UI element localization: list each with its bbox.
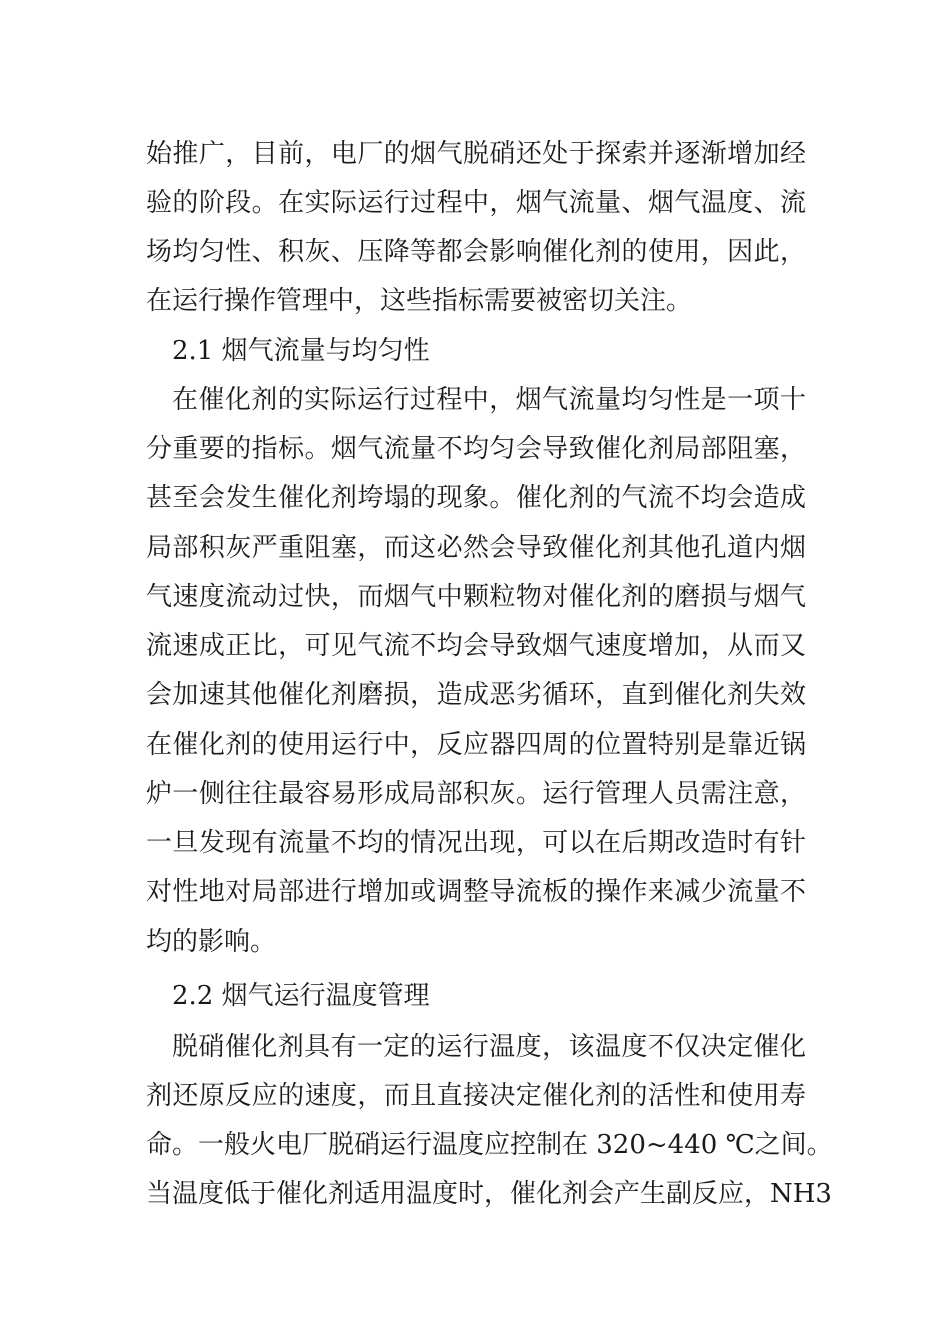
section-heading: 2.2 烟气运行温度管理 — [172, 981, 430, 1011]
paragraph-line: 流速成正比，可见气流不均会导致烟气速度增加，从而又 — [146, 631, 806, 661]
paragraph-line: 当温度低于催化剂适用温度时，催化剂会产生副反应，NH3 — [146, 1179, 832, 1209]
paragraph-line: 甚至会发生催化剂垮塌的现象。催化剂的气流不均会造成 — [146, 483, 806, 513]
paragraph-line: 在催化剂的实际运行过程中，烟气流量均匀性是一项十 — [172, 385, 806, 415]
paragraph-line: 气速度流动过快，而烟气中颗粒物对催化剂的磨损与烟气 — [146, 582, 806, 612]
paragraph-line: 局部积灰严重阻塞，而这必然会导致催化剂其他孔道内烟 — [146, 533, 806, 563]
paragraph-line: 验的阶段。在实际运行过程中，烟气流量、烟气温度、流 — [146, 188, 806, 218]
paragraph-line: 会加速其他催化剂磨损，造成恶劣循环，直到催化剂失效 — [146, 680, 806, 710]
section-heading: 2.1 烟气流量与均匀性 — [172, 336, 430, 366]
paragraph-line: 在催化剂的使用运行中，反应器四周的位置特别是靠近锅 — [146, 730, 806, 760]
paragraph-line: 一旦发现有流量不均的情况出现，可以在后期改造时有针 — [146, 828, 806, 858]
paragraph-line: 场均匀性、积灰、压降等都会影响催化剂的使用，因此， — [146, 237, 806, 267]
paragraph-line: 在运行操作管理中，这些指标需要被密切关注。 — [146, 286, 693, 316]
paragraph-line: 脱硝催化剂具有一定的运行温度，该温度不仅决定催化 — [172, 1032, 806, 1062]
paragraph-line: 炉一侧往往最容易形成局部积灰。运行管理人员需注意， — [146, 779, 806, 809]
paragraph-line: 均的影响。 — [146, 927, 277, 957]
paragraph-line: 始推广，目前，电厂的烟气脱硝还处于探索并逐渐增加经 — [146, 139, 806, 169]
paragraph-line: 分重要的指标。烟气流量不均匀会导致催化剂局部阻塞， — [146, 434, 806, 464]
paragraph-line: 对性地对局部进行增加或调整导流板的操作来减少流量不 — [146, 877, 806, 907]
paragraph-line: 命。一般火电厂脱硝运行温度应控制在 320~440 ℃之间。 — [146, 1130, 833, 1160]
paragraph-line: 剂还原反应的速度，而且直接决定催化剂的活性和使用寿 — [146, 1081, 806, 1111]
